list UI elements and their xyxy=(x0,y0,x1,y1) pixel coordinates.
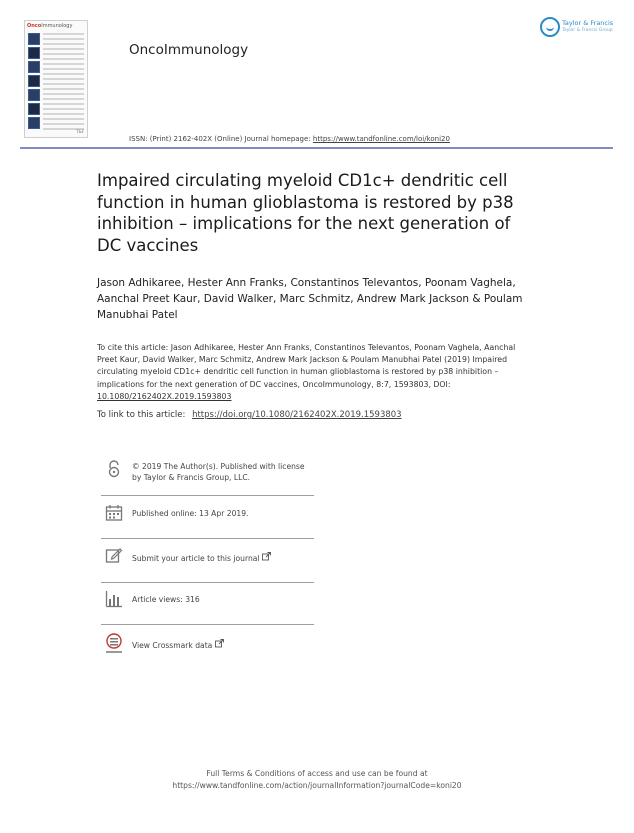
meta-divider xyxy=(101,582,314,583)
terms-footer xyxy=(0,768,634,791)
cover-image-tiles xyxy=(28,33,40,131)
crossmark-icon xyxy=(105,633,123,655)
edit-icon xyxy=(105,546,123,564)
article-doi-link[interactable]: https://doi.org/10.1080/2162402X.2019.1593803 xyxy=(192,410,402,420)
article-views: Article views: 316 xyxy=(132,595,200,604)
header-divider xyxy=(20,147,613,149)
issn-text: ISSN: (Print) 2162-402X (Online) Journal homepage: xyxy=(129,135,311,143)
publisher-logo-icon xyxy=(540,17,560,37)
bar-chart-icon xyxy=(105,590,123,608)
meta-divider xyxy=(101,495,314,496)
issn-line xyxy=(129,135,450,143)
publisher-subname: Taylor & Francis Group xyxy=(562,28,613,33)
external-link-icon xyxy=(215,639,224,648)
article-authors: Jason Adhikaree, Hester Ann Franks, Constantinos Televantos, Poonam Vaghela, Aanchal Preet Kaur, David Walker, Marc Schmitz, Andrew Mark Jackson & Poulam Manubhai Patel xyxy=(97,277,523,321)
open-access-icon xyxy=(105,460,123,478)
journal-title: OncoImmunology xyxy=(129,42,249,58)
license-text: © 2019 The Author(s). Published with license by Taylor & Francis Group, LLC. xyxy=(132,462,305,482)
published-date: Published online: 13 Apr 2019. xyxy=(132,509,249,518)
article-link-label: To link to this article: xyxy=(97,410,186,420)
crossmark-link[interactable]: View Crossmark data xyxy=(132,639,312,652)
calendar-icon xyxy=(105,504,123,522)
cover-publisher-mark: T&F xyxy=(76,129,84,134)
article-link-line xyxy=(97,410,402,420)
citation-block xyxy=(97,342,517,403)
terms-text: Full Terms & Conditions of access and use can be found at xyxy=(206,769,428,778)
meta-divider xyxy=(101,538,314,539)
journal-cover-thumbnail xyxy=(24,20,88,138)
citation-text: Jason Adhikaree, Hester Ann Franks, Constantinos Televantos, Poonam Vaghela, Aanchal Preet Kaur, David Walker, Marc Schmitz, Andrew Mark Jackson & Poulam Manubhai Patel (2019) Impaired circulating myeloid CD1c+ dendritic cell function in human glioblastoma is restored by p38 inhibition – implications for the next generation of DC vaccines, OncoImmunology, 8:7, 1593803, DOI: xyxy=(97,343,516,389)
cover-text-lines xyxy=(43,33,84,133)
journal-homepage-link[interactable]: https://www.tandfonline.com/loi/koni20 xyxy=(312,135,450,143)
citation-label: To cite this article: xyxy=(97,343,169,352)
meta-divider xyxy=(101,624,314,625)
submit-article-link[interactable]: Submit your article to this journal xyxy=(132,552,312,565)
citation-doi-link[interactable]: 10.1080/2162402X.2019.1593803 xyxy=(97,391,232,401)
terms-link[interactable]: https://www.tandfonline.com/action/journalInformation?journalCode=koni20 xyxy=(172,780,462,790)
external-link-icon xyxy=(262,552,271,561)
publisher-name: Taylor & Francis xyxy=(562,19,614,27)
article-title: Impaired circulating myeloid CD1c+ dendritic cell function in human glioblastoma is restored by p38 inhibition – implications for the next generation of DC vaccines xyxy=(97,171,514,255)
publisher-logo[interactable] xyxy=(540,17,614,39)
cover-logo: OncoImmunology xyxy=(27,23,73,29)
